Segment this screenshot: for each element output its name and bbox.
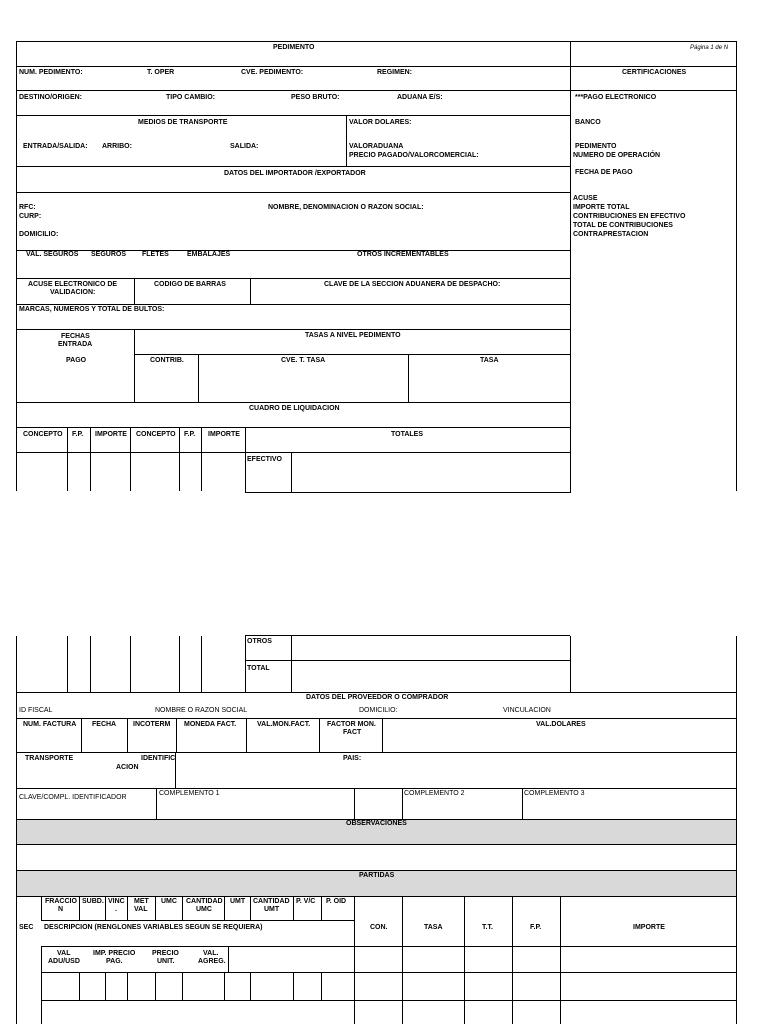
- seguros-label: SEGUROS: [91, 251, 127, 258]
- observaciones-header: OBSERVACIONES: [346, 820, 407, 827]
- tasa-label-b: TASA: [424, 924, 443, 931]
- vline: [16, 636, 17, 1024]
- vline: [464, 896, 465, 1024]
- clave-compl-label: CLAVE/COMPL. IDENTIFICADOR: [19, 794, 127, 801]
- entrada-salida-label: ENTRADA/SALIDA:: [23, 143, 88, 150]
- form-title: PEDIMENTO: [273, 44, 315, 51]
- datos-proveedor-header: DATOS DEL PROVEEDOR O COMPRADOR: [306, 694, 449, 701]
- val-agreg-label-2: AGREG.: [198, 958, 226, 965]
- acuse-electronico-label: ACUSE ELECTRONICO DE: [28, 281, 118, 288]
- con-label: CON.: [370, 924, 388, 931]
- vline: [179, 427, 180, 491]
- codigo-barras-label: CODIGO DE BARRAS: [154, 281, 226, 288]
- regimen-label: REGIMEN:: [377, 69, 412, 76]
- num-pedimento-label: NUM. PEDIMENTO:: [19, 69, 83, 76]
- transporte-label: TRANSPORTE: [25, 755, 74, 762]
- acuse-label: ACUSE: [573, 195, 598, 202]
- peso-bruto-label: PESO BRUTO:: [291, 94, 340, 101]
- tt-label: T.T.: [482, 924, 493, 931]
- hline: [41, 1000, 737, 1001]
- vline: [179, 636, 180, 692]
- vline: [79, 972, 80, 1000]
- vline: [402, 788, 403, 819]
- vline: [250, 896, 251, 920]
- val-agreg-label: VAL.: [203, 950, 219, 957]
- vline: [354, 896, 355, 920]
- vline: [736, 636, 737, 1024]
- partidas-header: PARTIDAS: [359, 872, 395, 879]
- vline: [81, 718, 82, 752]
- vline: [570, 41, 571, 493]
- vline: [127, 896, 128, 920]
- pod-label: P. OID: [326, 898, 347, 905]
- pago-label: PAGO: [66, 357, 87, 364]
- vline: [250, 278, 251, 304]
- val-mon-fact-label: VAL.MON.FACT.: [257, 721, 311, 728]
- vline: [182, 972, 183, 1000]
- vline: [41, 896, 42, 920]
- banco-label: BANCO: [575, 119, 601, 126]
- fp-label: F.P.: [72, 431, 84, 438]
- moneda-fact-label: MONEDA FACT.: [184, 721, 237, 728]
- rfc-label: RFC:: [19, 204, 36, 211]
- fraccion-label: FRACCIO: [45, 898, 77, 905]
- cve-tasa-label: CVE. T. TASA: [281, 357, 326, 364]
- importe-total-label: IMPORTE TOTAL: [573, 204, 630, 211]
- certificaciones-label: CERTIFICACIONES: [622, 69, 687, 76]
- domicilio-label-b: DOMICILIO:: [359, 707, 398, 714]
- cuadro-liquidacion-header: CUADRO DE LIQUIDACION: [249, 405, 340, 412]
- pais-label: PAIS:: [343, 755, 362, 762]
- met-label-2: VAL: [134, 906, 148, 913]
- vline: [354, 920, 355, 1024]
- vline: [245, 635, 246, 692]
- vline: [134, 278, 135, 304]
- vline: [127, 718, 128, 752]
- vline: [134, 329, 135, 402]
- hline: [16, 278, 570, 279]
- num-factura-label: NUM. FACTURA: [23, 721, 77, 728]
- hline: [16, 90, 737, 91]
- descripcion-label: DESCRIPCION (RENGLONES VARIABLES SEGUN SE REQUIERA): [44, 924, 263, 931]
- contraprestacion-label: CONTRAPRESTACION: [573, 231, 649, 238]
- pago-electronico-label: ***PAGO ELECTRONICO: [575, 94, 657, 101]
- vline: [176, 718, 177, 752]
- fecha-pago-label: FECHA DE PAGO: [575, 169, 633, 176]
- vline: [201, 427, 202, 491]
- importe-label: IMPORTE: [95, 431, 127, 438]
- fletes-label: FLETES: [142, 251, 169, 258]
- vline: [245, 427, 246, 493]
- vline: [293, 972, 294, 1000]
- fechas-label: FECHAS: [61, 333, 90, 340]
- vline: [346, 115, 347, 166]
- cve-pedimento-label: CVE. PEDIMENTO:: [241, 69, 304, 76]
- vline: [182, 896, 183, 920]
- precio-unit-label-2: UNIT.: [157, 958, 175, 965]
- hline: [16, 115, 570, 116]
- hline: [16, 752, 737, 753]
- entrada-label: ENTRADA: [58, 341, 93, 348]
- vline: [736, 41, 737, 491]
- vline: [130, 427, 131, 491]
- hline: [134, 354, 570, 355]
- hline: [41, 972, 737, 973]
- vline: [224, 896, 225, 920]
- val-adu-label: VAL: [57, 950, 71, 957]
- vline: [402, 896, 403, 1024]
- hline: [245, 660, 570, 661]
- concepto-label: CONCEPTO: [23, 431, 63, 438]
- identificacion-label-2: ACION: [116, 764, 139, 771]
- cantidad-umt-label-2: UMT: [264, 906, 280, 913]
- umt-label: UMT: [230, 898, 246, 905]
- hline: [16, 41, 737, 42]
- factor-mon-label-2: FACT: [343, 729, 362, 736]
- val-dolares-label: VAL.DOLARES: [536, 721, 586, 728]
- hline: [16, 402, 570, 403]
- domicilio-label: DOMICILIO:: [19, 231, 59, 238]
- destino-origen-label: DESTINO/ORIGEN:: [19, 94, 83, 101]
- vline: [201, 636, 202, 692]
- hline: [16, 304, 570, 305]
- hline: [41, 920, 355, 921]
- complemento-2-label: COMPLEMENTO 2: [404, 790, 465, 797]
- vline: [155, 972, 156, 1000]
- pvc-label: P. V/C: [296, 898, 316, 905]
- vline: [408, 354, 409, 402]
- vline: [105, 972, 106, 1000]
- subd-label: SUBD.: [82, 898, 104, 905]
- vline: [319, 718, 320, 752]
- precio-unit-label: PRECIO: [152, 950, 179, 957]
- cantidad-umc-label-2: UMC: [196, 906, 212, 913]
- importe-label-2: IMPORTE: [208, 431, 240, 438]
- contrib-label: CONTRIB.: [150, 357, 184, 364]
- vline: [382, 718, 383, 752]
- hline: [16, 844, 737, 845]
- valor-aduana-label: VALORADUANA: [349, 143, 404, 150]
- arribo-label: ARRIBO:: [102, 143, 132, 150]
- met-label: MET: [134, 898, 149, 905]
- incoterm-label: INCOTERM: [133, 721, 171, 728]
- hline: [16, 66, 737, 67]
- precio-pagado-label: PRECIO PAGADO/VALORCOMERCIAL:: [349, 152, 479, 159]
- imp-precio-label: IMP. PRECIO: [93, 950, 136, 957]
- medios-transporte-label: MEDIOS DE TRANSPORTE: [138, 119, 228, 126]
- vline: [291, 635, 292, 692]
- vline: [41, 946, 42, 1024]
- vline: [321, 896, 322, 920]
- val-adu-label-2: ADU/USD: [48, 958, 80, 965]
- hline: [41, 946, 737, 947]
- umc-label: UMC: [161, 898, 177, 905]
- vline: [79, 896, 80, 920]
- curp-label: CURP:: [19, 213, 42, 220]
- marcas-label: MARCAS, NUMEROS Y TOTAL DE BULTOS:: [19, 306, 165, 313]
- nombre-razon-label-b: NOMBRE O RAZON SOCIAL: [155, 707, 248, 714]
- total-contribuciones-label: TOTAL DE CONTRIBUCIONES: [573, 222, 673, 229]
- numero-operacion-label: NUMERO DE OPERACIÓN: [573, 152, 661, 159]
- hline: [16, 896, 737, 897]
- importe-label-b: IMPORTE: [633, 924, 665, 931]
- page-of-label: Página 1 de N: [690, 45, 729, 51]
- hline: [16, 427, 570, 428]
- valor-dolares-label: VALOR DOLARES:: [349, 119, 412, 126]
- vline: [90, 427, 91, 491]
- datos-importador-header: DATOS DEL IMPORTADOR /EXPORTADOR: [224, 170, 366, 177]
- pedimento-cert-label: PEDIMENTO: [575, 143, 617, 150]
- vline: [67, 636, 68, 692]
- hline: [16, 788, 737, 789]
- vinc-label: VINC: [108, 898, 125, 905]
- vline: [155, 896, 156, 920]
- contribuciones-efectivo-label: CONTRIBUCIONES EN EFECTIVO: [573, 213, 686, 220]
- salida-label: SALIDA:: [230, 143, 259, 150]
- complemento-3-label: COMPLEMENTO 3: [524, 790, 585, 797]
- vline: [224, 972, 225, 1000]
- vline: [228, 946, 229, 972]
- hline: [16, 166, 570, 167]
- vline: [246, 718, 247, 752]
- vline: [90, 636, 91, 692]
- sec-label: SEC: [19, 924, 34, 931]
- tipo-cambio-label: TIPO CAMBIO:: [166, 94, 215, 101]
- concepto-label-2: CONCEPTO: [136, 431, 176, 438]
- id-fiscal-label: ID FISCAL: [19, 707, 53, 714]
- vinc-label-2: .: [115, 906, 117, 913]
- tasa-label: TASA: [480, 357, 499, 364]
- clave-seccion-label: CLAVE DE LA SECCION ADUANERA DE DESPACHO:: [324, 281, 501, 288]
- vline: [291, 452, 292, 493]
- vinculacion-label: VINCULACION: [503, 707, 551, 714]
- otros-label: OTROS: [247, 638, 272, 645]
- fp-label-b: F.P.: [530, 924, 542, 931]
- aduana-label: ADUANA E/S:: [397, 94, 443, 101]
- cantidad-umc-label: CANTIDAD: [186, 898, 223, 905]
- hline: [16, 718, 737, 719]
- hline: [16, 692, 737, 693]
- vline: [156, 788, 157, 819]
- vline: [130, 636, 131, 692]
- tasas-nivel-header: TASAS A NIVEL PEDIMENTO: [305, 332, 401, 339]
- hline: [16, 452, 570, 453]
- efectivo-label: EFECTIVO: [247, 456, 283, 463]
- embalajes-label: EMBALAJES: [187, 251, 231, 258]
- hline: [245, 492, 570, 493]
- nombre-razon-label: NOMBRE, DENOMINACION O RAZON SOCIAL:: [268, 204, 424, 211]
- t-oper-label: T. OPER: [147, 69, 175, 76]
- vline: [67, 427, 68, 491]
- vline: [354, 788, 355, 819]
- imp-precio-label-2: PAG.: [106, 958, 123, 965]
- hline: [16, 329, 570, 330]
- cantidad-umt-label: CANTIDAD: [253, 898, 290, 905]
- vline: [570, 636, 571, 692]
- fraccion-label-2: N: [58, 906, 64, 913]
- total-label: TOTAL: [247, 665, 270, 672]
- vline: [293, 896, 294, 920]
- hline: [16, 870, 737, 871]
- fp-label-2: F.P.: [184, 431, 196, 438]
- val-seguros-label: VAL. SEGUROS: [26, 251, 79, 258]
- vline: [16, 41, 17, 491]
- vline: [198, 354, 199, 402]
- hline: [16, 192, 570, 193]
- vline: [127, 972, 128, 1000]
- identificacion-label: IDENTIFIC: [141, 755, 176, 762]
- vline: [250, 972, 251, 1000]
- fecha-label: FECHA: [92, 721, 117, 728]
- hline: [245, 635, 570, 636]
- vline: [321, 972, 322, 1000]
- otros-incrementables-label: OTROS INCREMENTABLES: [357, 251, 449, 258]
- factor-mon-label: FACTOR MON.: [327, 721, 376, 728]
- vline: [105, 896, 106, 920]
- vline: [560, 896, 561, 1024]
- complemento-1-label: COMPLEMENTO 1: [159, 790, 220, 797]
- totales-label: TOTALES: [391, 431, 424, 438]
- acuse-electronico-label-2: VALIDACION:: [50, 289, 96, 296]
- vline: [512, 896, 513, 1024]
- vline: [522, 788, 523, 819]
